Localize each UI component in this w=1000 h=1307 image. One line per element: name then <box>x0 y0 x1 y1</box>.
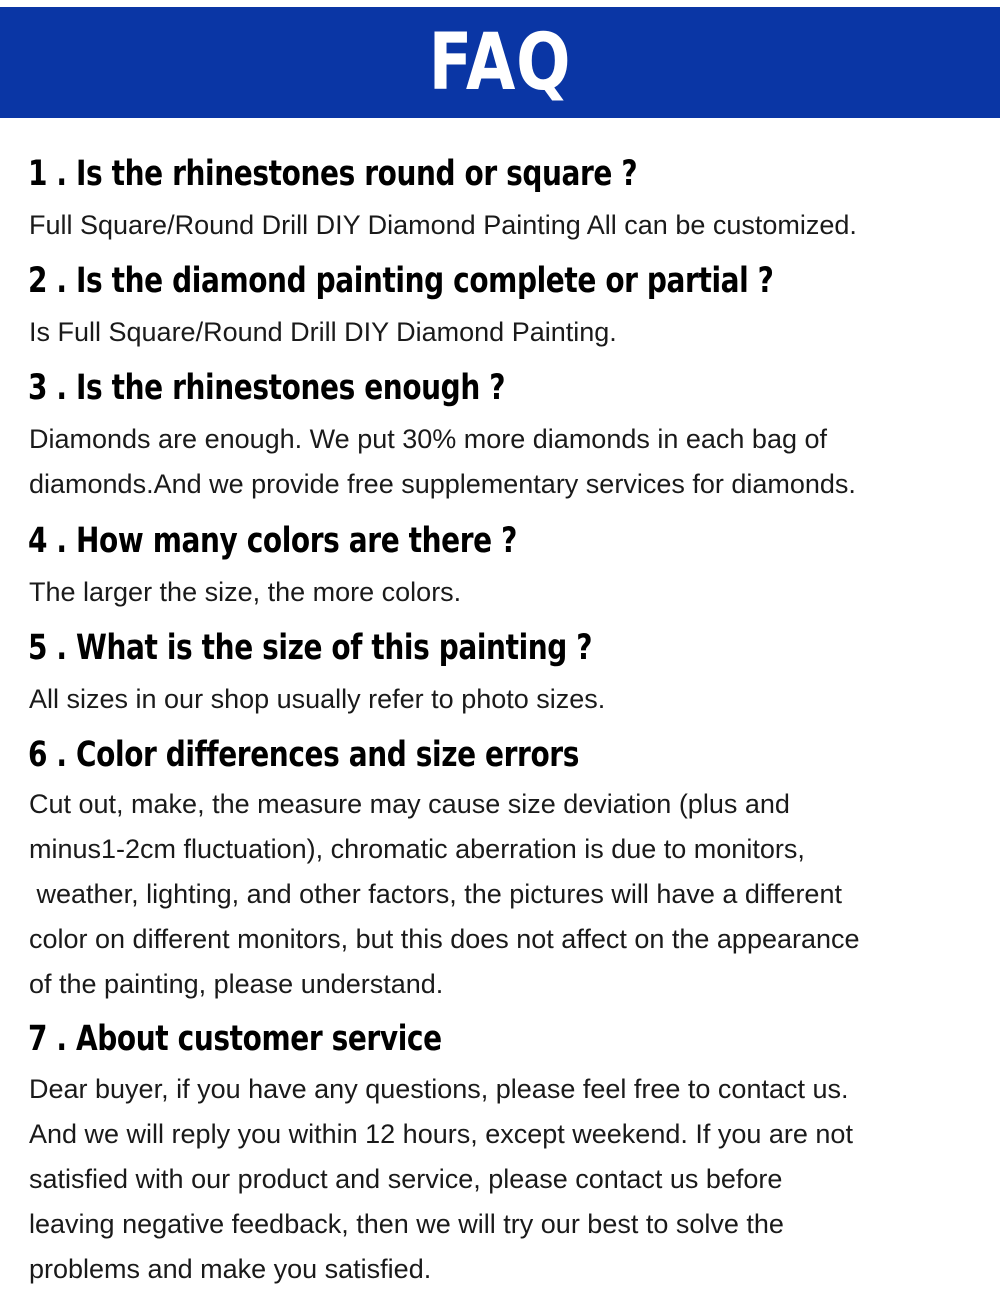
faq-question-3: 3 . Is the rhinestones enough ? <box>28 368 506 408</box>
faq-answer-2 <box>29 310 989 355</box>
faq-answer-line: Full Square/Round Drill DIY Diamond Painting All can be customized. <box>29 210 857 240</box>
faq-question-5: 5 . What is the size of this painting ? <box>28 628 593 668</box>
faq-answer-line: problems and make you satisfied. <box>29 1254 432 1284</box>
faq-answer-line: All sizes in our shop usually refer to photo sizes. <box>29 684 606 714</box>
faq-answer-line: Dear buyer, if you have any questions, please feel free to contact us. <box>29 1074 849 1104</box>
faq-answer-line: minus1-2cm fluctuation), chromatic aberration is due to monitors, <box>29 834 805 864</box>
faq-answer-line: of the painting, please understand. <box>29 969 444 999</box>
faq-question-4: 4 . How many colors are there ? <box>28 521 517 561</box>
faq-answer-line: Diamonds are enough. We put 30% more diamonds in each bag of <box>29 424 827 454</box>
faq-answer-4 <box>29 570 989 615</box>
faq-answer-line: Is Full Square/Round Drill DIY Diamond Painting. <box>29 317 617 347</box>
page-title: FAQ <box>428 18 572 108</box>
faq-answer-5 <box>29 677 989 722</box>
faq-answer-line: Cut out, make, the measure may cause size deviation (plus and <box>29 789 790 819</box>
faq-banner <box>0 7 1000 118</box>
faq-answer-3 <box>29 417 989 507</box>
faq-answer-1 <box>29 203 989 248</box>
faq-answer-line: diamonds.And we provide free supplementary services for diamonds. <box>29 469 856 499</box>
faq-question-1: 1 . Is the rhinestones round or square ? <box>28 154 638 194</box>
faq-answer-line: The larger the size, the more colors. <box>29 577 462 607</box>
faq-answer-line: satisfied with our product and service, please contact us before <box>29 1164 783 1194</box>
faq-answer-line: And we will reply you within 12 hours, except weekend. If you are not <box>29 1119 853 1149</box>
faq-question-7: 7 . About customer service <box>28 1019 442 1059</box>
faq-answer-6 <box>29 782 989 1007</box>
faq-question-2: 2 . Is the diamond painting complete or partial ? <box>28 261 774 301</box>
faq-answer-line: weather, lighting, and other factors, the pictures will have a different <box>29 879 842 909</box>
faq-answer-7 <box>29 1067 989 1292</box>
faq-question-6: 6 . Color differences and size errors <box>28 735 579 775</box>
faq-answer-line: color on different monitors, but this does not affect on the appearance <box>29 924 860 954</box>
faq-answer-line: leaving negative feedback, then we will try our best to solve the <box>29 1209 784 1239</box>
